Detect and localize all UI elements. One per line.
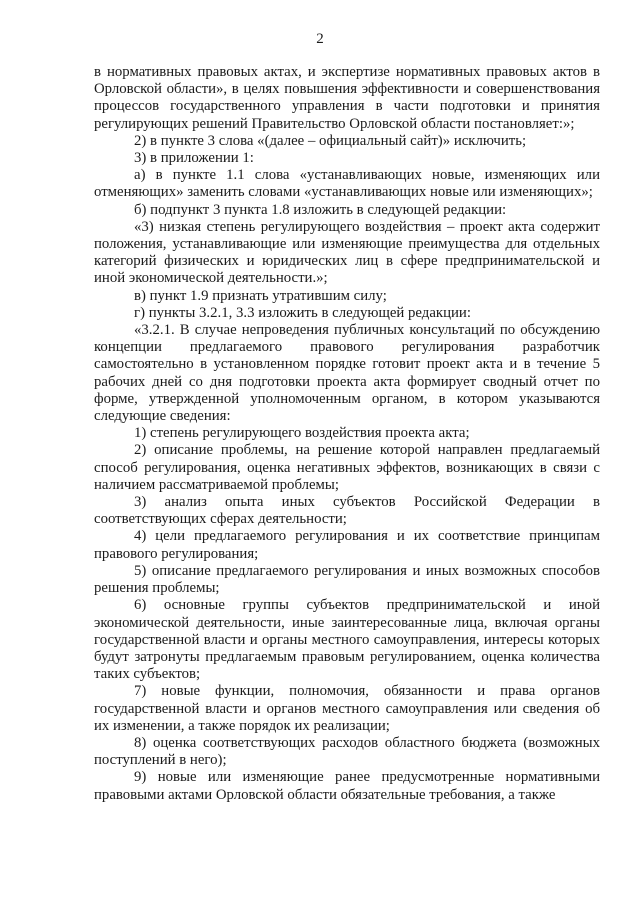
page-number: 2 bbox=[316, 31, 324, 47]
paragraph: 7) новые функции, полномочия, обязанности и права органов государственной власти и органов местного самоуправления или сведения об их изменении, а также порядок их реализации; bbox=[94, 683, 600, 734]
paragraph: 8) оценка соответствующих расходов областного бюджета (возможных поступлений в него); bbox=[94, 734, 600, 769]
document-body bbox=[94, 64, 600, 804]
paragraph: б) подпункт 3 пункта 1.8 изложить в следующей редакции: bbox=[134, 201, 507, 218]
paragraph: 3) анализ опыта иных субъектов Российской Федерации в соответствующих сферах деятельности; bbox=[94, 494, 600, 528]
paragraph: а) в пункте 1.1 слова «устанавливающих новые, изменяющих или отменяющих» заменить словами «устанавливающих новые или изменяющих»; bbox=[94, 167, 600, 201]
paragraph: «3) низкая степень регулирующего воздействия – проект акта содержит положения, устанавливающие или изменяющие преимущества для отдельных категорий физических и юридических лиц в сфере предпринимательской и иной экономической деятельности.»; bbox=[94, 218, 600, 287]
paragraph: 9) новые или изменяющие ранее предусмотренные нормативными правовыми актами Орловской области обязательные требования, а также bbox=[94, 769, 600, 803]
paragraph: 6) основные группы субъектов предпринимательской и иной экономической деятельности, иные заинтересованные лица, включая органы государственной власти и органы местного самоуправления, интересы которых будут затронуты предлагаемым правовым регулированием, оценка количества таких субъектов; bbox=[94, 597, 600, 683]
paragraph: «3.2.1. В случае непроведения публичных консультаций по обсуждению концепции предлагаемого правового регулирования разработчик самостоятельно в установленном порядке готовит проект акта и в течение 5 рабочих дней со дня подготовки проекта акта формирует сводный отчет по форме, утвержденной уполномоченным органом, в котором указываются следующие сведения: bbox=[94, 322, 600, 425]
paragraph: 5) описание предлагаемого регулирования и иных возможных способов решения проблемы; bbox=[94, 562, 600, 597]
paragraph: 2) в пункте 3 слова «(далее – официальный сайт)» исключить; bbox=[134, 132, 527, 149]
paragraph: г) пункты 3.2.1, 3.3 изложить в следующей редакции: bbox=[134, 304, 471, 321]
paragraph: в) пункт 1.9 признать утратившим силу; bbox=[134, 287, 387, 304]
paragraph: в нормативных правовых актах, и экспертизе нормативных правовых актов в Орловской области», в целях повышения эффективности и совершенствования процессов государственного управления в части подготовки и принятия регулирующих решений Правительство Орловской области постановляет:»; bbox=[94, 64, 600, 132]
paragraph: 3) в приложении 1: bbox=[134, 150, 254, 167]
paragraph: 4) цели предлагаемого регулирования и их соответствие принципам правового регулирования; bbox=[94, 528, 600, 562]
paragraph: 1) степень регулирующего воздействия проекта акта; bbox=[134, 425, 470, 442]
paragraph: 2) описание проблемы, на решение которой направлен предлагаемый способ регулирования, оценка негативных эффектов, возникающих в связи с наличием рассматриваемой проблемы; bbox=[94, 442, 600, 493]
